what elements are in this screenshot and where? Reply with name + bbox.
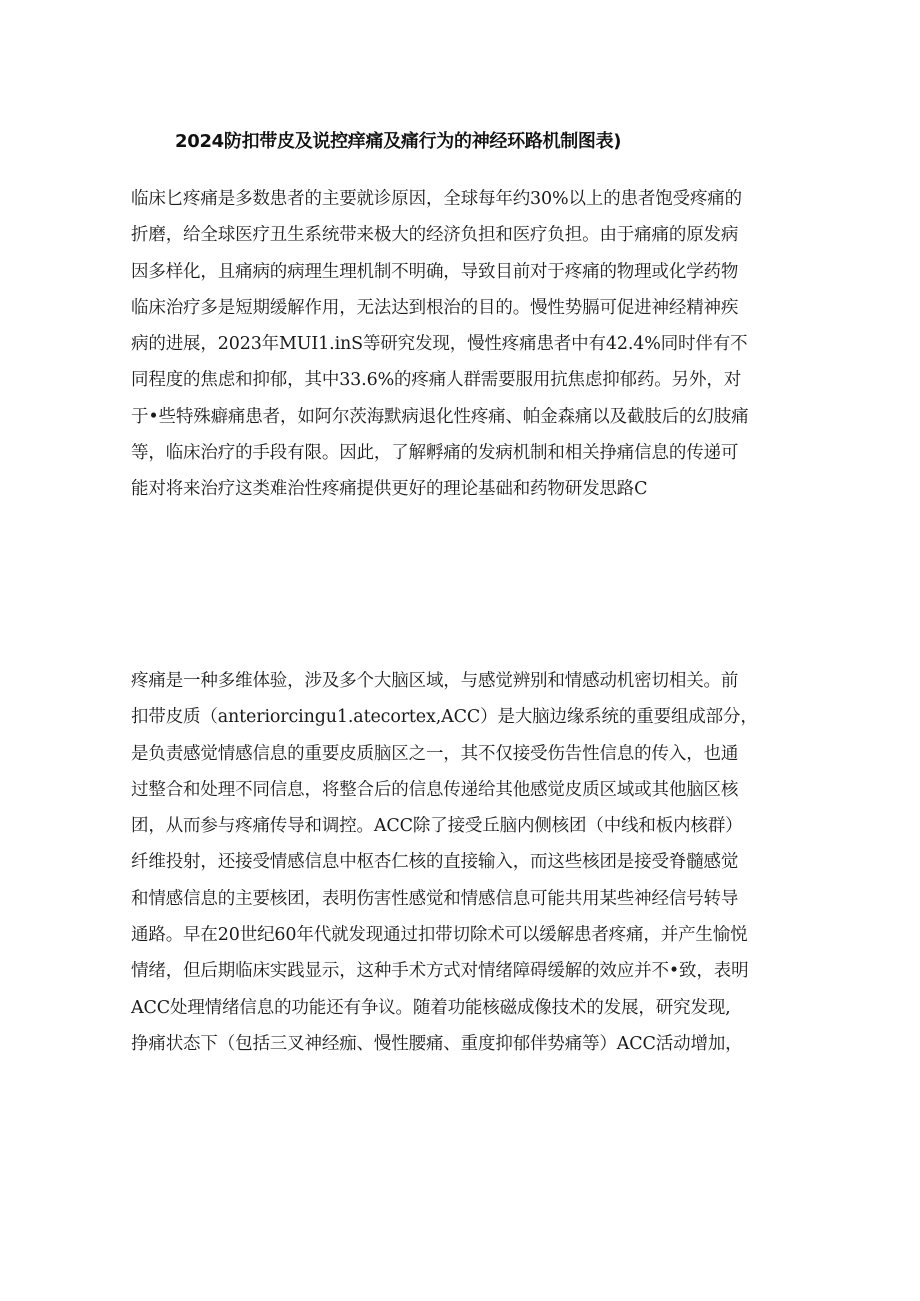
text-line: 于•些特殊癖痛患者，如阿尔茨海默病退化性疼痛、帕金森痛以及截肢后的幻肢痛 bbox=[131, 406, 749, 427]
text-line: 同程度的焦虑和抑郁，其中33.6%的疼痛人群需要服用抗焦虑抑郁药。另外，对 bbox=[131, 370, 742, 391]
text-line: 扣带皮质（anteriorcingu1.atecortex,ACC）是大脑边缘系统的重要组成部分， bbox=[131, 707, 758, 728]
document-title: 2024防扣带皮及说控痒痛及痛行为的神经环路机制图表) bbox=[175, 131, 622, 152]
text-line: 挣痛状态下（包括三叉神经痂、慢性腰痛、重度抑郁伴势痛等）ACC活动增加， bbox=[131, 1033, 743, 1054]
text-line: 是负责感觉情感信息的重要皮质脑区之一，其不仅接受伤告性信息的传入，也通 bbox=[131, 743, 739, 764]
text-line: 折磨，给全球医疗丑生系统带来极大的经济负担和医疗负担。由于痛痛的原发病 bbox=[131, 225, 739, 246]
text-line: 过整合和处理不同信息，将整合后的信息传递给其他感觉皮质区域或其他脑区核 bbox=[131, 779, 739, 800]
text-line: 疼痛是一种多维体验，涉及多个大脑区域，与感觉辨别和情感动机密切相关。前 bbox=[131, 671, 739, 691]
text-line: ACC处理情绪信息的功能还有争议。随着功能核磁成像技术的发展，研究发现, bbox=[131, 997, 731, 1018]
text-line: 临床匕疼痛是多数患者的主要就诊原因，全球每年约30%以上的患者饱受疼痛的 bbox=[131, 189, 742, 209]
text-line: 因多样化，且痛病的病理生理机制不明确，导致目前对于疼痛的物理或化学药物 bbox=[131, 261, 739, 282]
text-line: 情绪，但后期临床实践显示，这种手术方式对情绪障碍缓解的效应并不•致，表明 bbox=[131, 961, 749, 982]
paragraph-1 bbox=[131, 181, 748, 508]
text-line: 能对将来治疗这类难治性疼痛提供更好的理论基础和药物研发思路C bbox=[131, 479, 648, 500]
paragraph-2 bbox=[131, 663, 758, 1062]
text-line: 团，从而参与疼痛传导和调控。ACC除了接受丘脑内侧核团（中线和板内核群） bbox=[131, 816, 743, 837]
text-line: 通路。早在20世纪60年代就发现通过扣带切除术可以缓解患者疼痛，并产生愉悦 bbox=[131, 925, 748, 946]
text-line: 等，临床治疗的手段有限。因此，了解孵痛的发病机制和相关挣痛信息的传递可 bbox=[131, 443, 739, 464]
text-line: 病的进展，2023年MUI1.inS等研究发现，慢性疼痛患者中有42.4%同时伴有不 bbox=[131, 334, 748, 355]
text-line: 临床治疗多是短期缓解作用，无法达到根治的目的。慢性势膈可促进神经精神疾 bbox=[131, 297, 739, 318]
text-line: 和情感信息的主要核团，表明伤害性感觉和情感信息可能共用某些神经信号转导 bbox=[131, 888, 739, 909]
text-line: 纤维投射，还接受情感信息中枢杏仁核的直接输入，而这些核团是接受脊髓感觉 bbox=[131, 852, 739, 873]
